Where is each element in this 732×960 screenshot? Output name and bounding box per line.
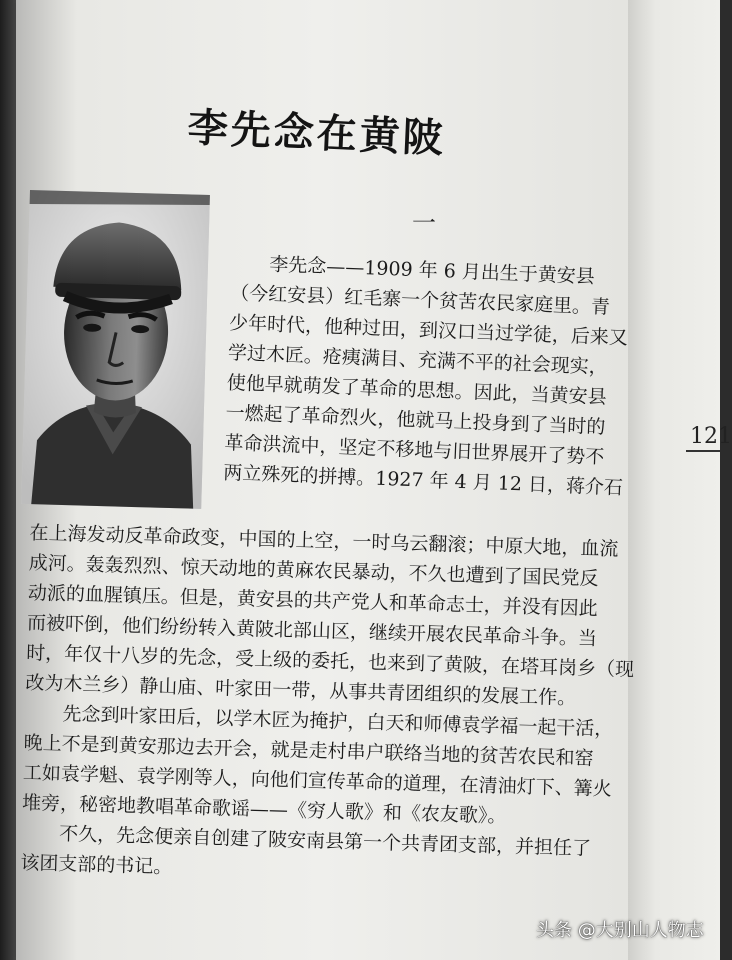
paragraph-full-text [20,518,638,895]
text-line: （今红安县）红毛寨一个贫苦农民家庭里。青 [229,281,611,319]
text-line: 学过木匠。疮痍满目、充满不平的社会现实， [227,341,609,379]
text-line: 动派的血腥镇压。但是，黄安县的共产党人和革命志士，并没有因此 [27,581,599,620]
text-line: 一燃起了革命烈火，他就马上投身到了当时的 [225,401,606,439]
text-line: 改为木兰乡）静山庙、叶家田一带，从事共青团组织的发展工作。 [25,671,577,710]
text-line: 而被吓倒，他们纷纷转入黄陂北部山区，继续开展农民革命斗争。当 [26,611,598,650]
page-number: 121 [690,424,732,449]
portrait-photo [21,190,210,509]
text-line: 成河。轰轰烈烈、惊天动地的黄麻农民暴动，不久也遭到了国民党反 [28,551,599,590]
text-line: 工如袁学魁、袁学刚等人，向他们宣传革命的道理，在清油灯下、篝火 [22,761,612,801]
text-line: 李先念——1909 年 6 月出生于黄安县 [268,253,596,288]
text-line: 使他早就萌发了革命的思想。因此，当黄安县 [226,371,607,409]
text-line: 堆旁，秘密地教唱革命歌谣——《穷人歌》和《农友歌》。 [21,791,507,828]
text-line: 革命洪流中，坚定不移地与旧世界展开了势不 [224,431,605,469]
text-line: 两立殊死的拼搏。1927 年 4 月 12 日，蒋介石 [222,461,624,500]
text-line: 晚上不是到黄安那边去开会，就是走村串户联络当地的贫苦农民和窑 [23,731,594,770]
article-title: 李先念在黄陂 [186,105,447,163]
facing-page [628,0,720,960]
text-line: 少年时代，他种过田，到汉口当过学徒，后来又 [228,311,629,350]
paragraph-wrapped-text [223,248,632,503]
text-line: 时，年仅十八岁的先念，受上级的委托，也来到了黄陂，在塔耳岗乡（现 [25,641,635,681]
text-line: 该团支部的书记。 [20,851,173,879]
text-line: 不久，先念便亲自创建了陂安南县第一个共青团支部，并担任了 [58,822,592,860]
page-number-rule [686,450,720,452]
watermark: 头条 @大别山人物志 [536,920,704,941]
section-number: 一 [412,209,436,237]
text-line: 在上海发动反革命政变，中国的上空，一时乌云翻滚；中原大地，血流 [29,521,619,561]
text-line: 先念到叶家田后，以学木匠为掩护，白天和师傅袁学福一起干活， [62,702,614,741]
